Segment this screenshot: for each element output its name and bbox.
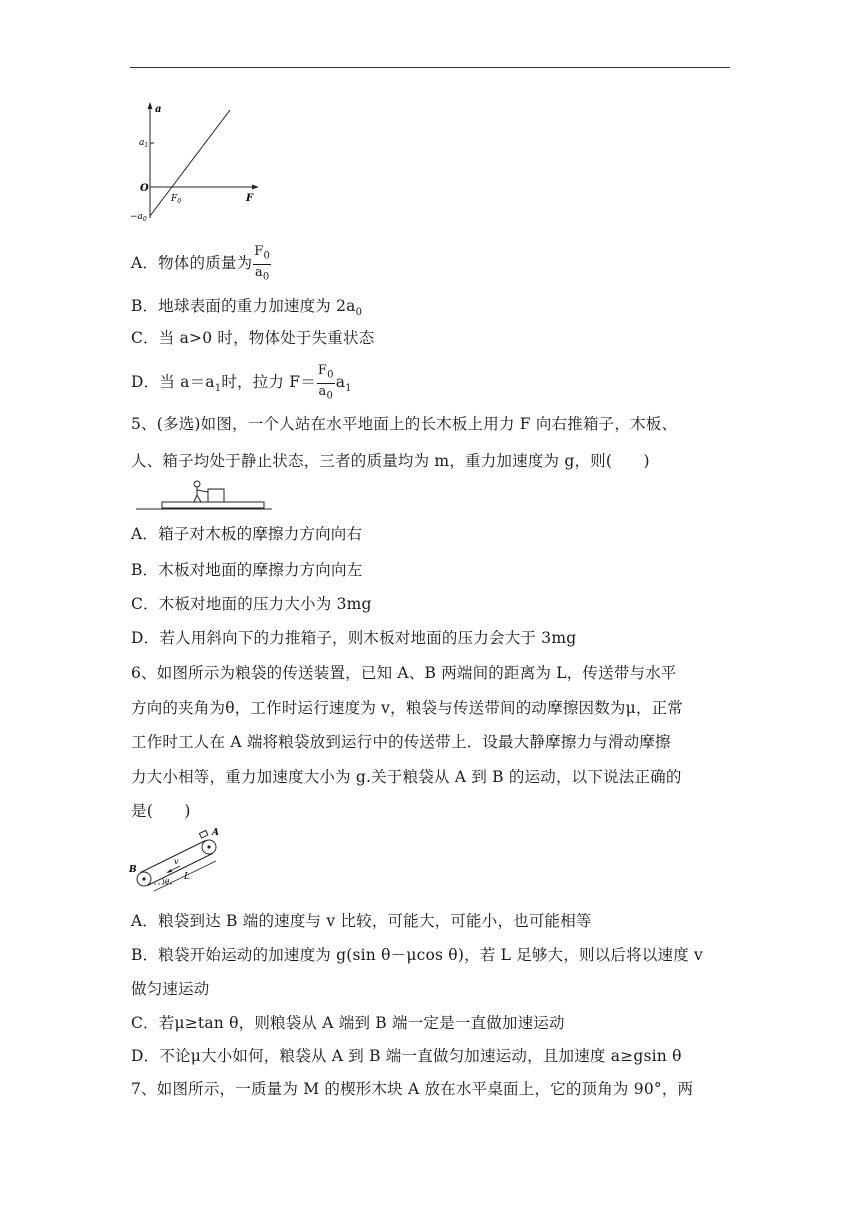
q5-option-d: D．若人用斜向下的力推箱子，则木板对地面的压力会大于 3mg <box>131 629 577 647</box>
q5-stem-line-2: 人、箱子均处于静止状态，三者的质量均为 m，重力加速度为 g，则( ) <box>131 452 650 470</box>
axis-label-a: a <box>155 104 162 115</box>
tick-f0: F <box>171 194 178 204</box>
q5-option-c: C．木板对地面的压力大小为 3mg <box>131 595 372 613</box>
tick-neg-a0: −a <box>130 212 143 222</box>
q4-option-b: B．地球表面的重力加速度为 $2a_0$ <box>131 297 363 319</box>
q6-stem-line-5: 是( ) <box>131 802 191 820</box>
q5-option-b: B．木板对地面的摩擦力方向向左 <box>131 561 363 579</box>
header-rule <box>130 67 730 68</box>
q5-stem-line-1: 5、(多选)如图，一个人站在水平地面上的长木板上用力 F 向右推箱子，木板、 <box>131 415 678 433</box>
svg-text:F0: $F_0$ <box>171 194 182 205</box>
q7-stem-line-1: 7、如图所示，一质量为 M 的楔形木块 A 放在水平桌面上，它的顶角为 90°，两 <box>131 1080 694 1098</box>
q6-option-b-line-2: 做匀速运动 <box>131 980 210 998</box>
q5-option-a: A．箱子对木板的摩擦力方向向右 <box>131 525 363 543</box>
fig-label-v: v <box>174 857 179 866</box>
q4-option-d: D．当 $a=a_1$时，拉力 F＝ $\frac{F_0}{a_0}$ $a_1$ <box>131 363 352 402</box>
a-f-graph <box>128 98 263 228</box>
q4-option-a: A．物体的质量为 $\frac{F_0}{a_0}$ <box>131 244 271 283</box>
conveyor-belt-figure <box>128 826 228 894</box>
fig-label-b: B <box>129 865 137 875</box>
q6-option-a: A．粮袋到达 B 端的速度与 v 比较，可能大，可能小，也可能相等 <box>131 912 592 930</box>
person-board-box-figure <box>128 478 278 514</box>
tick-a1: a <box>139 138 145 148</box>
q4-option-c: C．当 a>0 时，物体处于失重状态 <box>131 329 375 347</box>
q6-option-c: C．若μ≥tan θ，则粮袋从 A 端到 B 端一定是一直做加速运动 <box>131 1014 565 1032</box>
fig-label-l: L <box>184 872 190 882</box>
axis-label-f: F <box>246 193 254 204</box>
fraction-f0-a0-d: $\frac{F_0}{a_0}$ <box>317 363 334 402</box>
fraction-f0-a0: $\frac{F_0}{a_0}$ <box>254 244 271 283</box>
fig-label-a: A <box>212 828 219 838</box>
q6-option-d: D．不论μ大小如何，粮袋从 A 到 B 端一直做匀加速运动，且加速度 a≥gsin θ <box>131 1047 682 1065</box>
q6-stem-line-4: 力大小相等，重力加速度大小为 g.关于粮袋从 A 到 B 的运动，以下说法正确的 <box>131 768 682 786</box>
q6-stem-line-1: 6、如图所示为粮袋的传送装置，已知 A、B 两端间的距离为 L，传送带与水平 <box>131 664 677 682</box>
origin-label: O <box>140 183 149 194</box>
q6-stem-line-2: 方向的夹角为θ，工作时运行速度为 v，粮袋与传送带间的动摩擦因数为μ，正常 <box>131 699 683 717</box>
q6-option-b-line-1: B．粮袋开始运动的加速度为 g(sin θ－μcos θ)，若 L 足够大，则以后将以速度 v <box>131 946 704 964</box>
q6-stem-line-3: 工作时工人在 A 端将粮袋放到运行中的传送带上．设最大静摩擦力与滑动摩擦 <box>131 733 671 751</box>
fig-label-theta: θ <box>165 878 170 886</box>
svg-text:−a0: $-a_0$ <box>130 212 147 223</box>
svg-text:a1: $a_1$ <box>139 138 149 149</box>
